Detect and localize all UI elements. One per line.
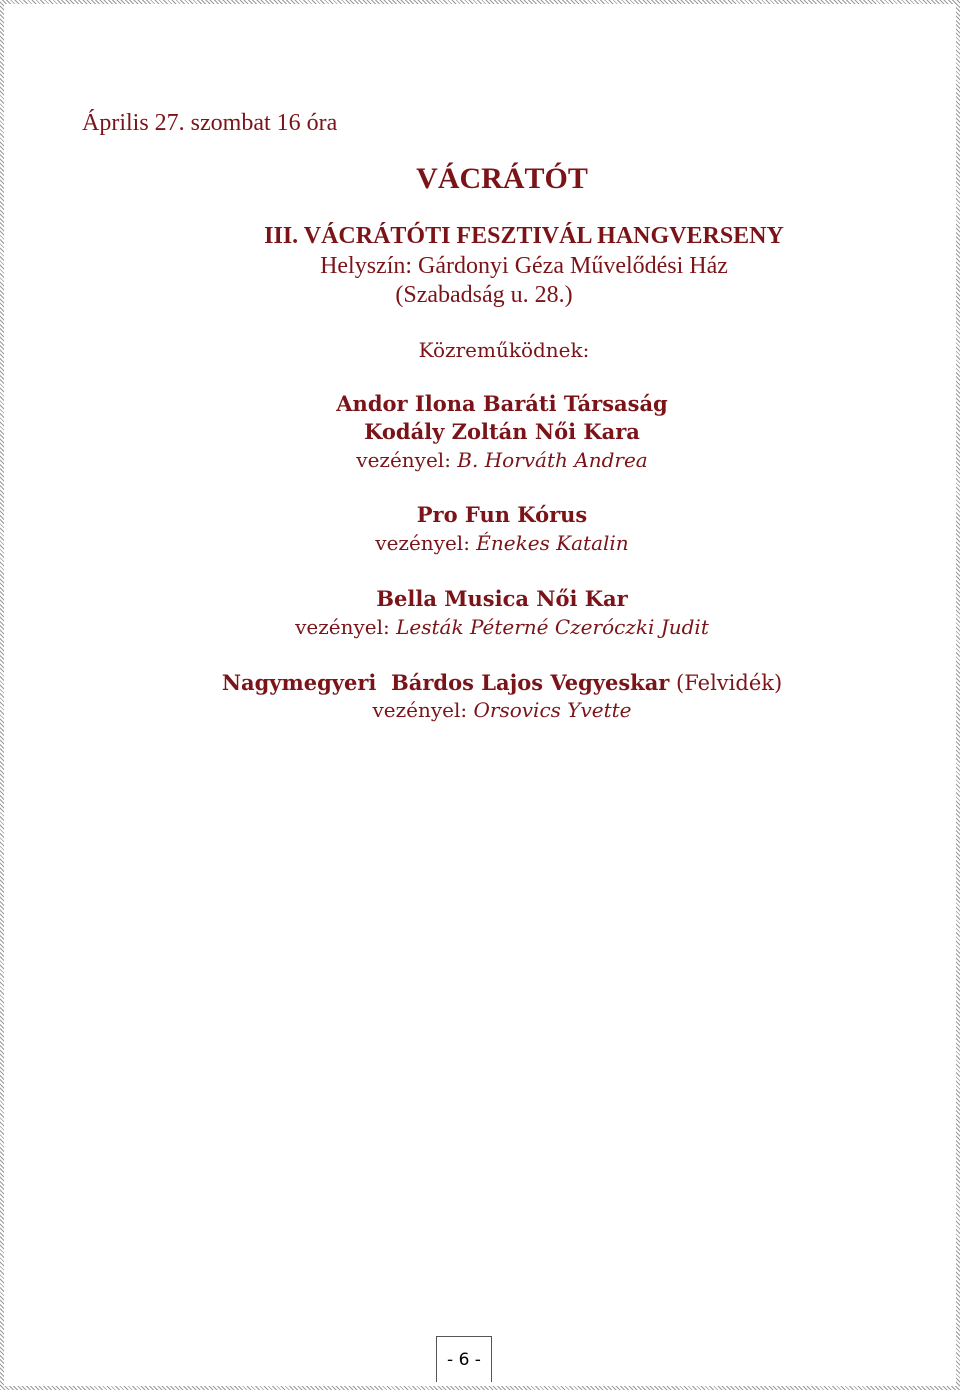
ensemble-name: Andor Ilona Baráti Társaság	[336, 391, 668, 416]
conductor-line	[22, 530, 960, 556]
contributors-label: Közreműködnek:	[418, 338, 590, 362]
conductor-label: vezényel:	[295, 615, 397, 639]
town-title: VÁCRÁTÓT	[416, 162, 588, 195]
ensemble-line	[22, 669, 960, 697]
conductor-name: B. Horváth Andrea	[457, 448, 648, 472]
conductor-line	[22, 697, 960, 723]
conductor-name: Énekes Katalin	[476, 531, 629, 555]
conductor-name: Lesták Péterné Czeróczki Judit	[396, 615, 709, 639]
ensemble-name: Pro Fun Kórus	[416, 502, 588, 527]
venue-line-2: (Szabadság u. 28.)	[395, 282, 573, 308]
venue-line-1: Helyszín: Gárdonyi Géza Művelődési Ház	[320, 253, 728, 279]
ensemble-name: Kodály Zoltán Női Kara	[364, 419, 640, 444]
ensemble-name: Nagymegyeri Bárdos Lajos Vegyeskar	[221, 670, 670, 695]
ensemble-name: Bella Musica Női Kar	[376, 586, 628, 611]
conductor-label: vezényel:	[375, 531, 477, 555]
conductor-name: Orsovics Yvette	[473, 698, 632, 722]
conductor-line	[22, 614, 960, 640]
ensemble-region: (Felvidék)	[669, 671, 783, 695]
conductor-label: vezényel:	[356, 448, 458, 472]
event-date-time: Április 27. szombat 16 óra	[82, 110, 338, 136]
festival-title: III. VÁCRÁTÓTI FESZTIVÁL HANGVERSENY	[264, 223, 784, 249]
conductor-line	[22, 447, 960, 473]
conductor-label: vezényel:	[372, 698, 474, 722]
page-number: - 6 -	[436, 1336, 492, 1382]
